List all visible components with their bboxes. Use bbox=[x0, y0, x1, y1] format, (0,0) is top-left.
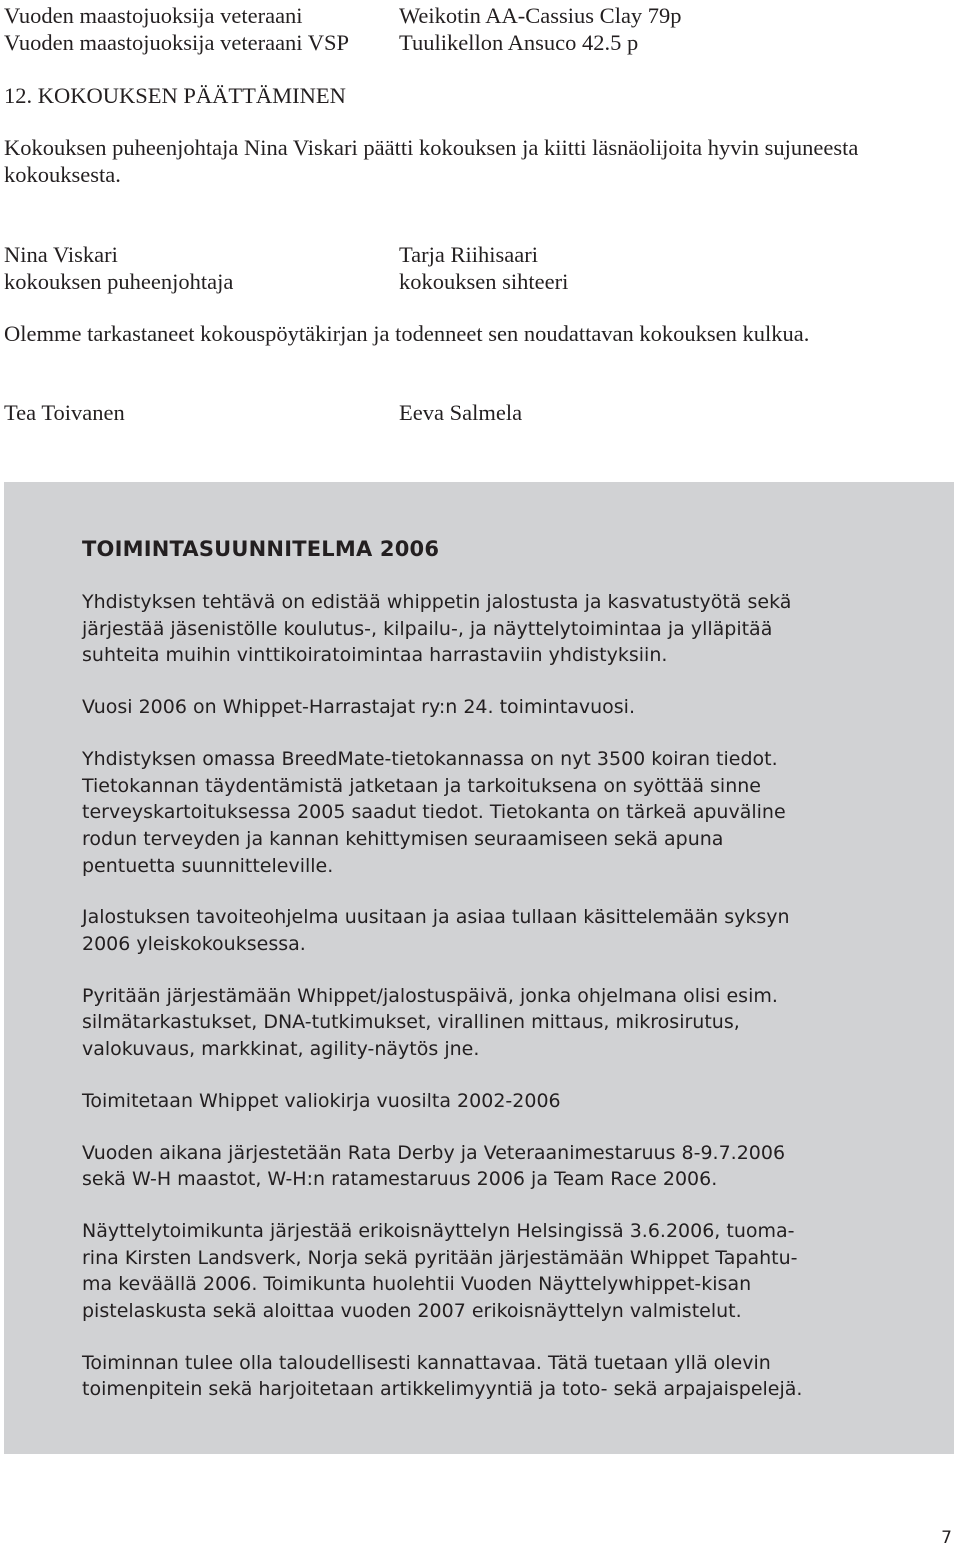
page-number: 7 bbox=[941, 1528, 952, 1548]
secretary-title: kokouksen sihteeri bbox=[399, 269, 569, 294]
award-category-2: Vuoden maastojuoksija veteraani VSP bbox=[4, 30, 350, 55]
secretary-name: Tarja Riihisaari bbox=[399, 242, 538, 267]
chair-name: Nina Viskari bbox=[4, 242, 118, 267]
plan-paragraph-6: Toimitetaan Whippet valiokirja vuosilta 2002-2006 bbox=[82, 1089, 561, 1112]
award-category-1: Vuoden maastojuoksija veteraani bbox=[4, 3, 303, 28]
award-winner-1: Weikotin AA-Cassius Clay 79p bbox=[399, 3, 682, 28]
plan-paragraph-4: Jalostuksen tavoiteohjelma uusitaan ja asiaa tullaan käsittelemään syksyn 2006 yleiskokouksessa. bbox=[82, 906, 790, 956]
closing-text-line-2: kokouksesta. bbox=[4, 162, 121, 187]
chair-title: kokouksen puheenjohtaja bbox=[4, 269, 234, 294]
plan-paragraph-1: Yhdistyksen tehtävä on edistää whippetin jalostusta ja kasvatustyötä sekä järjestää jäsenistölle koulutus-, kilpailu-, ja näyttelytoimintaa ja ylläpitää suhteita muihin vinttikoiratoimintaa harrastaviin yhdistyksiin. bbox=[82, 591, 792, 667]
plan-paragraph-3: Yhdistyksen omassa BreedMate-tietokannassa on nyt 3500 koiran tiedot. Tietokannan täydentämistä jatketaan ja tarkoituksena on syöttää sinne terveyskartoituksessa 2005 saadut tiedot. Tietokanta on tärkeä apuväline rodun terveyden ja kannan kehittymisen seuraamiseen sekä apuna pentuetta suunnitteleville. bbox=[82, 747, 786, 877]
award-winner-2: Tuulikellon Ansuco 42.5 p bbox=[399, 30, 639, 55]
section-heading: 12. KOKOUKSEN PÄÄTTÄMINEN bbox=[4, 83, 346, 108]
plan-paragraph-2: Vuosi 2006 on Whippet-Harrastajat ry:n 24. toimintavuosi. bbox=[82, 696, 635, 719]
review-statement: Olemme tarkastaneet kokouspöytäkirjan ja todenneet sen noudattavan kokouksen kulkua. bbox=[4, 321, 810, 346]
plan-paragraph-5: Pyritään järjestämään Whippet/jalostuspäivä, jonka ohjelmana olisi esim. silmätarkastukset, DNA-tutkimukset, virallinen mittaus, mikrosirutus, valokuvaus, markkinat, agility-näytös jne. bbox=[82, 984, 778, 1061]
action-plan-content bbox=[82, 536, 882, 1428]
plan-paragraph-8: Näyttelytoimikunta järjestää erikoisnäyttelyn Helsingissä 3.6.2006, tuoma- rina Kirsten Landsverk, Norja sekä pyritään järjestämään Whippet Tapahtu- ma keväällä 2006. Toimikunta huolehtii Vuoden Näyttelywhippet-kisan pistelaskusta sekä aloittaa vuoden 2007 erikoisnäyttelyn valmistelut. bbox=[82, 1219, 798, 1323]
reviewer-1: Tea Toivanen bbox=[4, 400, 125, 425]
reviewer-2: Eeva Salmela bbox=[399, 400, 523, 425]
plan-paragraph-9: Toiminnan tulee olla taloudellisesti kannattavaa. Tätä tuetaan yllä olevin toimenpitein sekä harjoitetaan artikkelimyyntiä ja toto- sekä arpajaispelejä. bbox=[82, 1351, 803, 1401]
plan-paragraph-7: Vuoden aikana järjestetään Rata Derby ja Veteraanimestaruus 8-9.7.2006 sekä W-H maastot, W-H:n ratamestaruus 2006 ja Team Race 2006. bbox=[82, 1141, 786, 1191]
action-plan-title: TOIMINTASUUNNITELMA 2006 bbox=[82, 537, 440, 561]
closing-text-line-1: Kokouksen puheenjohtaja Nina Viskari päätti kokouksen ja kiitti läsnäolijoita hyvin sujuneesta bbox=[4, 135, 859, 160]
